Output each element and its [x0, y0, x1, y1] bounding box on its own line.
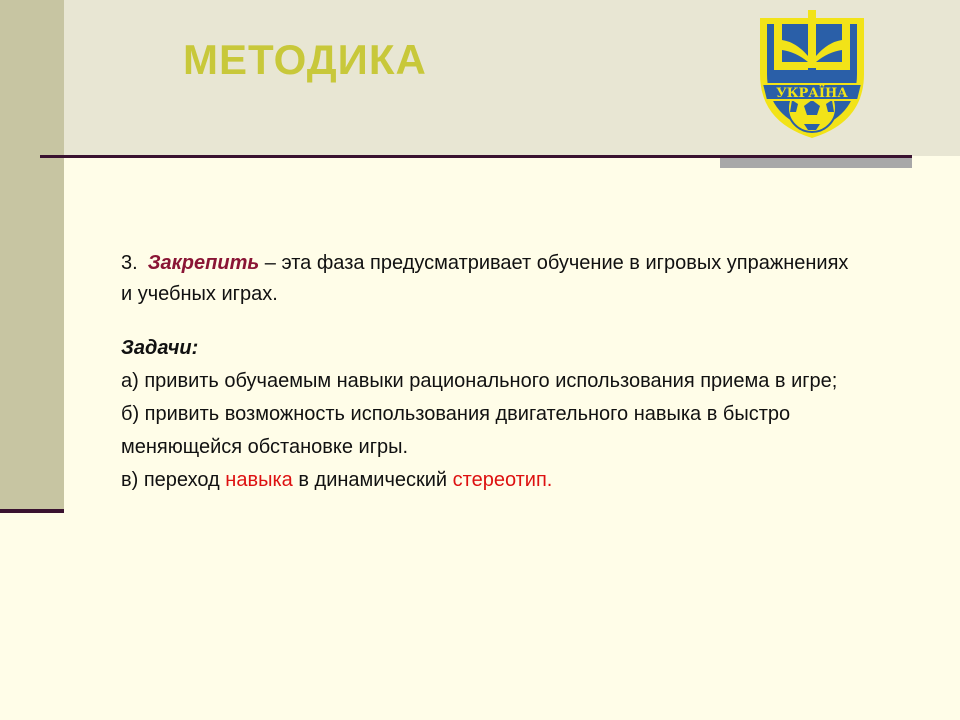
- left-decor-line: [0, 509, 64, 513]
- ukraine-football-federation-emblem-icon: [752, 4, 872, 142]
- task-c-middle: в динамический: [292, 469, 453, 491]
- slide-title: МЕТОДИКА: [183, 36, 427, 83]
- lead-paragraph: [121, 248, 851, 310]
- task-item-c: [121, 464, 851, 497]
- task-item-a: а) привить обучаемым навыки рационального использования приема в игре;: [121, 370, 838, 392]
- tasks-heading: Задачи:: [121, 337, 199, 359]
- logo-ribbon-text: УКРАЇНА: [776, 86, 848, 101]
- slide-content: [121, 248, 851, 497]
- task-c-prefix: в) переход: [121, 469, 226, 491]
- highlight-skill: навыка: [225, 469, 293, 491]
- phase-term: Закрепить: [147, 252, 260, 274]
- item-number: 3.: [121, 252, 138, 274]
- lead-text: – эта фаза предусматривает обучение в игровых упражнениях и учебных играх.: [121, 252, 849, 305]
- left-decor-bar: [0, 0, 64, 512]
- task-item-b: б) привить возможность использования двигательного навыка в быстро меняющейся обстановке игры.: [121, 403, 791, 458]
- header-accent-bar: [720, 158, 912, 168]
- highlight-stereotype: стереотип.: [452, 469, 553, 491]
